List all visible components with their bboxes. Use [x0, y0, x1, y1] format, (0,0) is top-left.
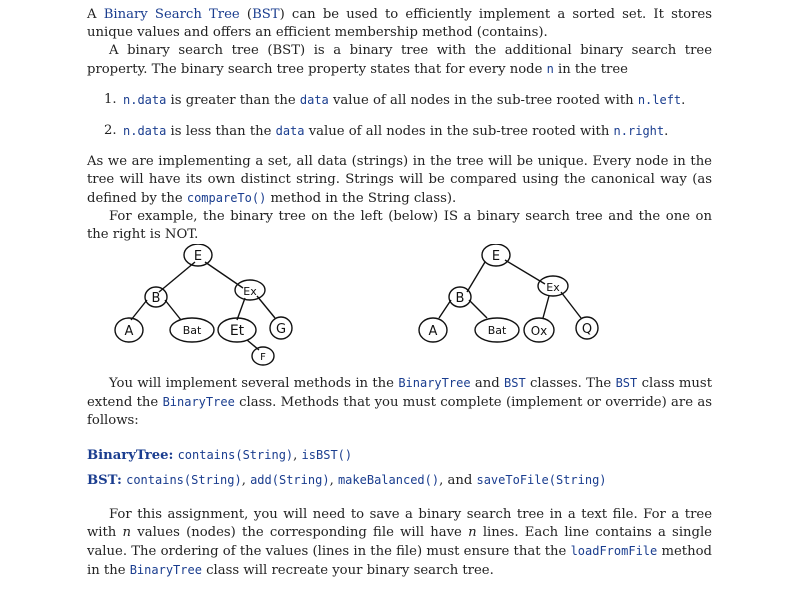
text: method in the [87, 544, 712, 578]
tree-diagrams [87, 244, 712, 366]
text: . [664, 124, 669, 139]
text: , [293, 448, 302, 463]
node-label: Bat [487, 324, 507, 337]
math-n: n [122, 525, 132, 540]
node-label: E [491, 249, 501, 264]
text: . [681, 93, 686, 108]
text: lines. Each line contains a single value. The ordering of the values (lines in the file) must ensure that the [87, 525, 712, 559]
node-label: F [260, 352, 266, 363]
text: As we are implementing a set, all data (strings) in the tree will be unique. Every node in the tree will have its own distinct string. Strings will be compared using the canonical way (as defined by the [87, 154, 712, 206]
node-label: Q [581, 322, 593, 337]
text: in the tree [553, 62, 628, 77]
node-label: Et [229, 323, 245, 339]
method: contains(String) [126, 473, 242, 487]
method: makeBalanced() [337, 473, 440, 487]
node-label: Ex [546, 281, 560, 294]
node-label: B [455, 291, 465, 306]
edge [257, 296, 275, 318]
edge [505, 260, 545, 284]
math-n: n [468, 525, 477, 540]
text: is greater than the [166, 93, 300, 108]
list-item [87, 122, 712, 141]
list-number: 1. [104, 92, 117, 107]
binarytree-methods [87, 446, 712, 465]
implement-paragraph [87, 374, 712, 430]
text: classes. The [525, 376, 616, 391]
text: ( [239, 7, 253, 22]
left-tree [115, 244, 292, 365]
code-loadfromfile: loadFromFile [570, 544, 658, 558]
bst-abbr: BST [252, 7, 280, 22]
code: BST [504, 376, 526, 390]
edge [439, 300, 451, 318]
edge [237, 298, 245, 320]
node-label: Ox [530, 324, 548, 338]
edge [159, 262, 195, 292]
code: n.data [123, 93, 167, 107]
code-binarytree: BinaryTree [129, 563, 202, 577]
code: n.data [123, 124, 167, 138]
code: n.left [637, 93, 682, 107]
text: class. Methods that you must complete (implement or override) are as follows: [87, 395, 712, 428]
text: , [329, 473, 338, 488]
node-label: Bat [182, 324, 202, 337]
text: ) can be used to efficiently implement a sorted set. It stores unique values and offers an efficient membership method (contains). [87, 7, 712, 40]
method: isBST() [301, 448, 353, 462]
method: contains(String) [177, 448, 294, 462]
code: BST [615, 376, 638, 390]
code: BinaryTree [398, 376, 471, 390]
save-paragraph [87, 506, 712, 580]
text: A binary search tree (BST) is a binary tree with the additional binary search tree property. The binary search tree property states that for every node [87, 43, 712, 77]
text: values (nodes) the corresponding file will have [131, 525, 469, 540]
edge [467, 262, 485, 292]
edge [543, 296, 549, 318]
class-label: BST: [87, 473, 122, 488]
code: BinaryTree [162, 395, 235, 409]
example-paragraph: For example, the binary tree on the left (below) IS a binary search tree and the one on the right is NOT. [87, 209, 712, 242]
text: value of all nodes in the sub-tree rooted with [328, 93, 638, 108]
edge [165, 300, 181, 320]
edge [469, 300, 487, 318]
code: n.right [613, 124, 665, 138]
text: method in the String class). [266, 191, 457, 206]
node-label: B [151, 291, 161, 306]
property-list [87, 91, 712, 141]
tree-figures [87, 244, 712, 366]
document-body [87, 6, 712, 580]
code: data [299, 93, 329, 107]
node-label: Ex [243, 285, 257, 298]
node-label: E [193, 249, 203, 264]
text: You will implement several methods in the [109, 376, 399, 391]
unique-paragraph [87, 153, 712, 208]
list-number: 2. [104, 123, 117, 138]
text: is less than the [166, 124, 276, 139]
node-label: G [275, 322, 287, 337]
bst-methods [87, 471, 712, 490]
node-label: A [428, 324, 438, 339]
text: A [87, 7, 104, 22]
method: add(String) [250, 473, 330, 487]
edge [561, 292, 581, 318]
text: value of all nodes in the sub-tree rooted with [304, 124, 614, 139]
text: , [241, 473, 251, 488]
class-label: BinaryTree: [87, 448, 174, 463]
text: class must extend the [87, 376, 712, 410]
method: saveToFile(String) [476, 473, 607, 487]
text: class will recreate your binary search tree. [201, 563, 494, 578]
text: and [470, 376, 505, 391]
bst-property-paragraph [87, 42, 712, 79]
code-compareto: compareTo() [186, 191, 267, 205]
intro-paragraph [87, 6, 712, 42]
text: , and [439, 473, 477, 488]
bst-term: Binary Search Tree [103, 7, 240, 22]
code-n: n [546, 62, 554, 76]
code: data [275, 124, 305, 138]
node-label: A [124, 324, 134, 339]
right-tree [419, 244, 598, 342]
list-item [87, 91, 712, 110]
text: For this assignment, you will need to save a binary search tree in a text file. For a tree with [87, 507, 712, 540]
edge [131, 300, 147, 320]
